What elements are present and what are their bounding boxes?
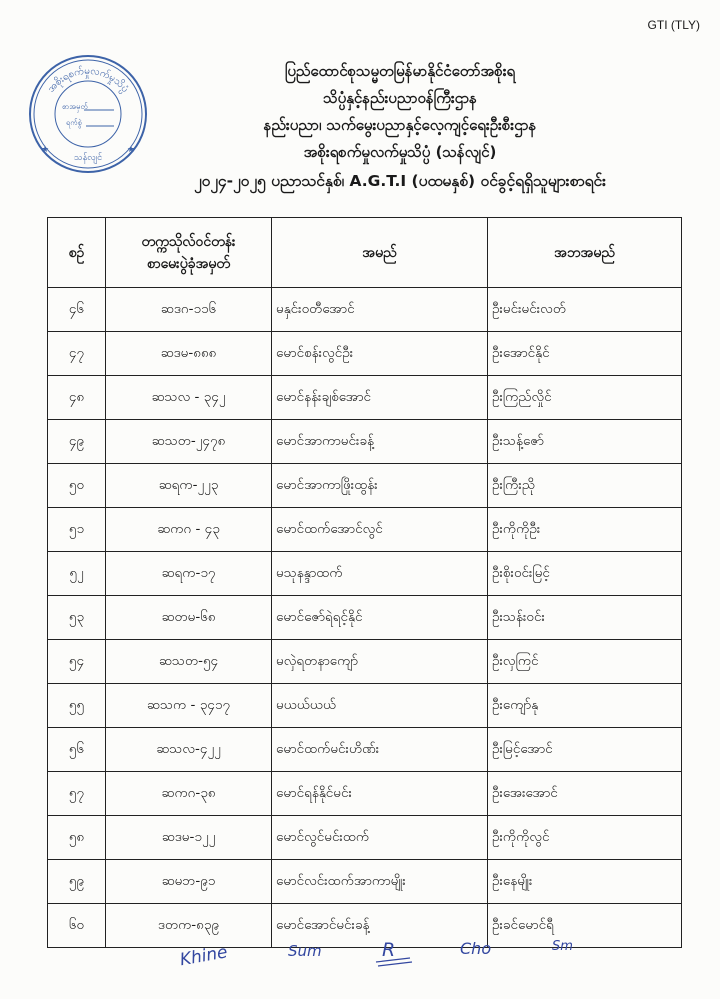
father-name: ဦးစိုးဝင်းမြင့် [488,552,682,596]
row-number: ၅၈ [48,816,106,860]
father-name: ဦးအေးအောင် [488,772,682,816]
col-header-reg-line1: တက္ကသိုလ်ဝင်တန်း [141,233,236,250]
student-name: မောင်ရန်နိုင်မင်း [272,772,488,816]
exam-roll-number: ဆတမ-၆၈ [106,596,272,640]
table-row [48,640,682,684]
exam-roll-number: ဆရက-၁၇ [106,552,272,596]
exam-roll-number: ဆဒဂ-၁၁၆ [106,288,272,332]
row-number: ၄၉ [48,420,106,464]
father-name: ဦးမင်းမင်းလတ် [488,288,682,332]
exam-roll-number: ဆမဘ-၉၁ [106,860,272,904]
exam-roll-number: ဆကဂ - ၄၃ [106,508,272,552]
exam-roll-number: ဆသက - ၃၄၁၇ [106,684,272,728]
seal-bottom-text: သန်လျင် [73,153,103,163]
row-number: ၅၇ [48,772,106,816]
table-row [48,860,682,904]
seal-star-right: ★ [127,145,136,155]
row-number: ၅၃ [48,596,106,640]
signature-3: R [382,939,396,961]
exam-roll-number: ဆသလ - ၃၄၂ [106,376,272,420]
seal-star-left: ★ [41,145,50,155]
student-name: မနှင်းဝတီအောင် [272,288,488,332]
father-name: ဦးသန့်ဇော် [488,420,682,464]
father-name: ဦးမြင့်အောင် [488,728,682,772]
father-name: ဦးအောင်နိုင် [488,332,682,376]
table-row [48,772,682,816]
document-title: ၂၀၂၄-၂၀၂၅ ပညာသင်နှစ်၊ A.G.T.I (ပထမနှစ်) ဝင်ခွင့်ရရှိသူများစာရင်း [193,172,607,190]
col-header-father: အဘအမည် [488,218,682,288]
row-number: ၄၆ [48,288,106,332]
seal-line2: ရက်စွဲ [66,118,82,127]
row-number: ၅၆ [48,728,106,772]
row-number: ၄၇ [48,332,106,376]
student-name: မောင်ထက်မင်းဟိဏ်း [272,728,488,772]
student-name: မောင်အာကာဖြိုးထွန်း [272,464,488,508]
father-name: ဦးကျော်နု [488,684,682,728]
table-row [48,464,682,508]
student-name: မောင်လွင်မင်းထက် [272,816,488,860]
header-line-1: ပြည်ထောင်စုသမ္မတမြန်မာနိုင်ငံတော်အစိုးရ [284,62,516,80]
table-row [48,420,682,464]
student-name: မောင်အောင်မင်းခန့် [272,904,488,948]
col-header-reg [106,218,272,288]
exam-roll-number: ဆဒမ-၁၂၂ [106,816,272,860]
signature-4: Cho [460,939,492,958]
document-header [150,58,650,196]
row-number: ၅၅ [48,684,106,728]
student-name: မောင်နန်းချစ်အောင် [272,376,488,420]
father-name: ဦးနေမျိုး [488,860,682,904]
row-number: ၅၉ [48,860,106,904]
col-header-no: စဉ် [48,218,106,288]
student-name: မသုနန္ဒာထက် [272,552,488,596]
exam-roll-number: ဒတက-၈၃၉ [106,904,272,948]
student-name: မောင်ထက်အောင်လွင် [272,508,488,552]
row-number: ၆၀ [48,904,106,948]
table-header-row [48,218,682,288]
table-row [48,552,682,596]
student-name: မလှဲရတနာကျော် [272,640,488,684]
father-name: ဦးကြည်လှိုင် [488,376,682,420]
father-name: ဦးကိုကိုလွင် [488,816,682,860]
row-number: ၅၀ [48,464,106,508]
father-name: ဦးလှကြင် [488,640,682,684]
exam-roll-number: ဆရက-၂၂၃ [106,464,272,508]
institution-seal [26,52,150,176]
father-name: ဦးသန်းဝင်း [488,596,682,640]
father-name: ဦးခင်မောင်ရီ [488,904,682,948]
row-number: ၅၂ [48,552,106,596]
father-name: ဦးကိုကိုဦး [488,508,682,552]
header-line-2: သိပ္ပံနှင့်နည်းပညာဝန်ကြီးဌာန [323,89,477,107]
table-row [48,332,682,376]
signature-5: Sm [552,939,573,954]
signature-1: Khine [178,942,230,971]
exam-roll-number: ဆကဂ-၃၈ [106,772,272,816]
row-number: ၅၄ [48,640,106,684]
student-name: မောင်စန်းလွင်ဦး [272,332,488,376]
header-line-3: နည်းပညာ၊ သက်မွေးပညာနှင့်လေ့ကျင့်ရေးဦးစီးဌာန [263,116,537,134]
student-name: မောင်ဇော်ရဲရင့်နိုင် [272,596,488,640]
table-row [48,684,682,728]
table-row [48,728,682,772]
exam-roll-number: ဆဒမ-၈၈၈ [106,332,272,376]
col-header-reg-line2: စာမေးပွဲခုံအမှတ် [146,255,231,272]
table-row [48,376,682,420]
document-code: GTI (TLY) [647,18,700,32]
row-number: ၄၈ [48,376,106,420]
admission-table [47,217,682,948]
signature-2: Sum [288,942,322,960]
exam-roll-number: ဆသလ-၄၂၂ [106,728,272,772]
seal-curved-text: အစိုးရစက်မှုလက်မှုသိပ္ပံ [45,65,131,95]
col-header-name: အမည် [272,218,488,288]
student-name: မောင်လင်းထက်အာကာမျိုး [272,860,488,904]
signatures [160,918,620,978]
father-name: ဦးကြီးညို [488,464,682,508]
table-row [48,816,682,860]
student-name: မယယ်ယယ် [272,684,488,728]
exam-roll-number: ဆသတ-၂၄၇၈ [106,420,272,464]
table-row [48,596,682,640]
table-row [48,288,682,332]
exam-roll-number: ဆသတ-၅၄ [106,640,272,684]
table-row [48,508,682,552]
seal-line1: စာအမှတ် [62,102,88,111]
header-line-4: အစိုးရစက်မှုလက်မှုသိပ္ပံ (သန်လျင်) [303,143,497,161]
row-number: ၅၁ [48,508,106,552]
student-name: မောင်အာကာမင်းခန့် [272,420,488,464]
